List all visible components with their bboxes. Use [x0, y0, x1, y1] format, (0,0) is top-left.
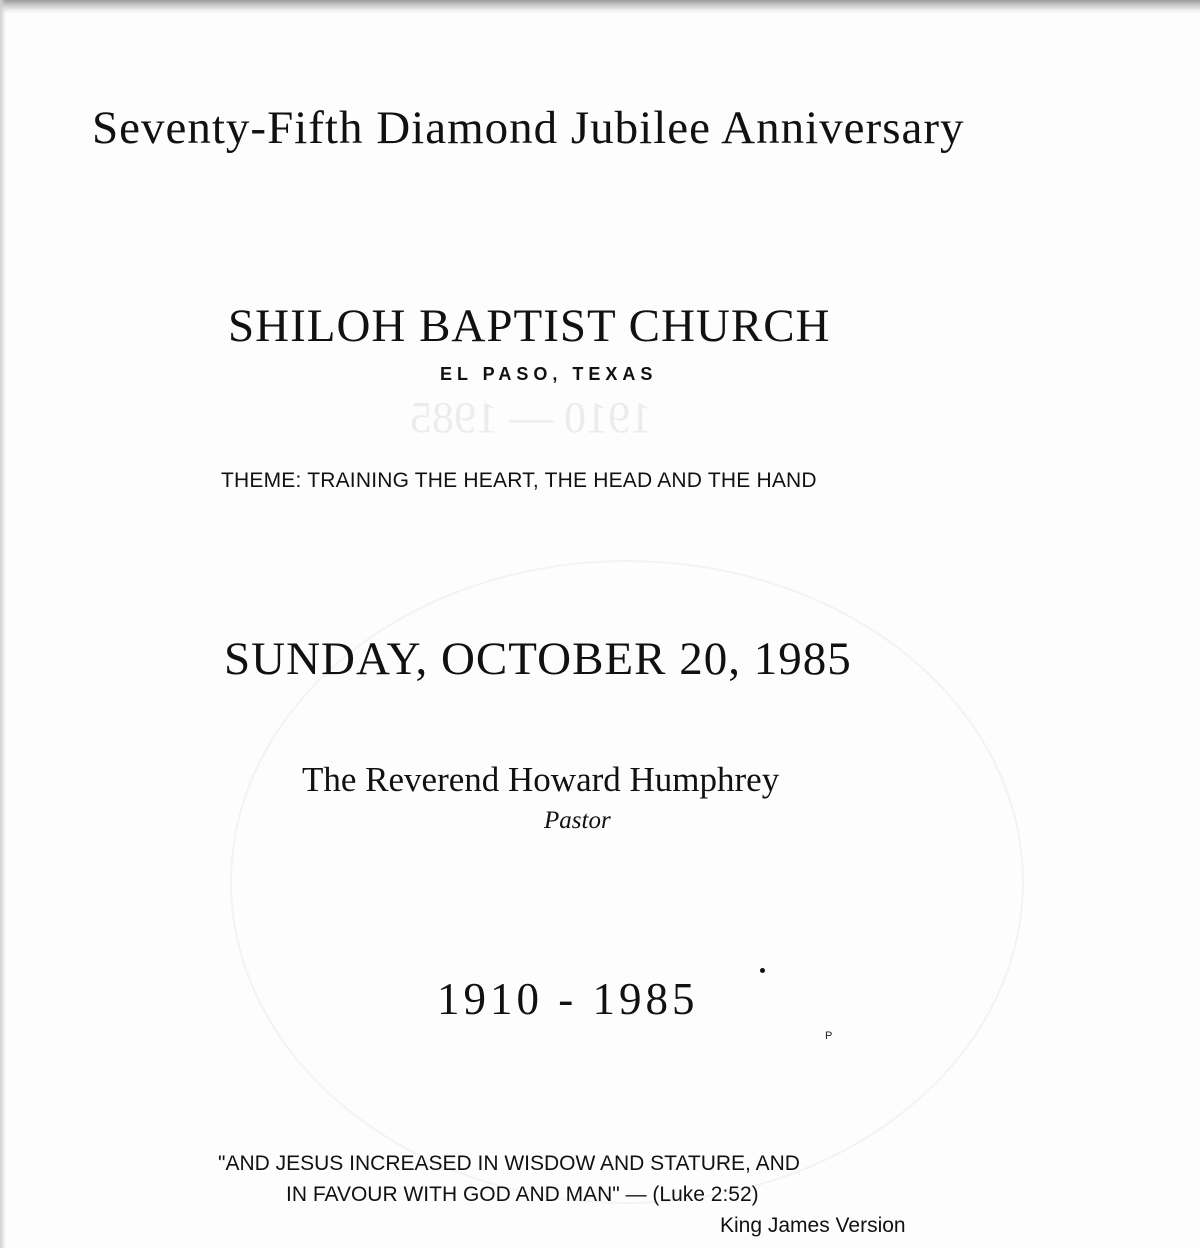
- bleed-through-text: 1910 — 1985: [410, 393, 652, 442]
- anniversary-heading: Seventy-Fifth Diamond Jubilee Anniversary: [92, 102, 965, 154]
- event-date: SUNDAY, OCTOBER 20, 1985: [224, 633, 852, 685]
- pastor-title: Pastor: [544, 807, 611, 834]
- scan-shadow-left: [0, 0, 6, 1248]
- scripture-line-2: IN FAVOUR WITH GOD AND MAN" — (Luke 2:52): [286, 1183, 759, 1206]
- scan-shadow-top: [0, 0, 1200, 14]
- theme-line: THEME: TRAINING THE HEART, THE HEAD AND THE HAND: [221, 469, 817, 492]
- church-location: EL PASO, TEXAS: [440, 364, 658, 384]
- scripture-line-1: "AND JESUS INCREASED IN WISDOW AND STATURE, AND: [218, 1152, 800, 1175]
- year-range: 1910 - 1985: [437, 974, 699, 1024]
- scripture-version: King James Version: [720, 1214, 906, 1237]
- pastor-name: The Reverend Howard Humphrey: [302, 760, 780, 799]
- ink-speck: P: [825, 1030, 833, 1042]
- ink-dot: [760, 968, 765, 973]
- church-name: SHILOH BAPTIST CHURCH: [228, 300, 831, 352]
